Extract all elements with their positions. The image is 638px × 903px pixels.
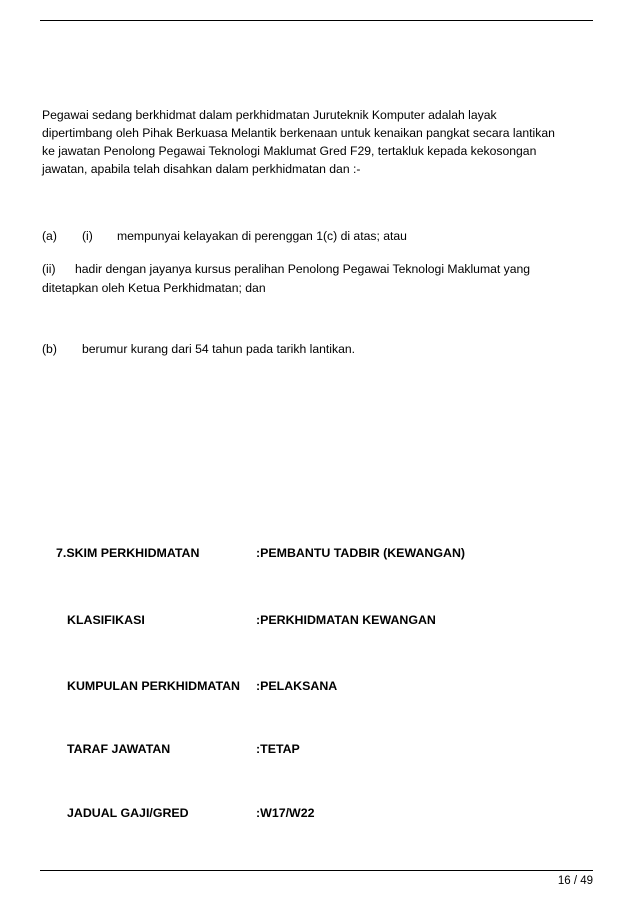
scheme-label: KUMPULAN PERKHIDMATAN: [67, 679, 240, 693]
paragraph-line: jawatan, apabila telah disahkan dalam perkhidmatan dan :-: [42, 162, 361, 176]
scheme-label: TARAF JAWATAN: [67, 742, 171, 756]
page-number: 16 / 49: [557, 875, 593, 887]
paragraph-line: dipertimbang oleh Pihak Berkuasa Melantik berkenaan untuk kenaikan pangkat secara lantikan: [42, 126, 555, 140]
scheme-value: :PELAKSANA: [256, 679, 338, 693]
scheme-value: :W17/W22: [256, 806, 315, 820]
scheme-label: JADUAL GAJI/GRED: [67, 806, 189, 820]
item-a-label: (a): [42, 229, 57, 243]
scheme-value: :TETAP: [256, 742, 300, 756]
scheme-label: 7.SKIM PERKHIDMATAN: [56, 546, 200, 560]
footer-rule: [40, 870, 593, 871]
item-b-label: (b): [42, 342, 57, 356]
item-ii-label: (ii): [42, 262, 56, 276]
item-a-i-text: mempunyai kelayakan di perenggan 1(c) di atas; atau: [117, 229, 407, 243]
paragraph-line: ke jawatan Penolong Pegawai Teknologi Maklumat Gred F29, tertakluk kepada kekosongan: [42, 144, 537, 158]
item-ii-text-2: ditetapkan oleh Ketua Perkhidmatan; dan: [42, 281, 266, 295]
scheme-label: KLASIFIKASI: [67, 613, 145, 627]
scheme-value: :PERKHIDMATAN KEWANGAN: [256, 613, 436, 627]
header-rule: [40, 20, 593, 21]
item-b-text: berumur kurang dari 54 tahun pada tarikh lantikan.: [82, 342, 356, 356]
paragraph-line: Pegawai sedang berkhidmat dalam perkhidmatan Juruteknik Komputer adalah layak: [42, 108, 497, 122]
scheme-value: :PEMBANTU TADBIR (KEWANGAN): [256, 546, 466, 560]
item-ii-text: hadir dengan jayanya kursus peralihan Penolong Pegawai Teknologi Maklumat yang: [75, 262, 531, 276]
intro-paragraph: [42, 106, 597, 178]
item-i-label: (i): [82, 229, 93, 243]
